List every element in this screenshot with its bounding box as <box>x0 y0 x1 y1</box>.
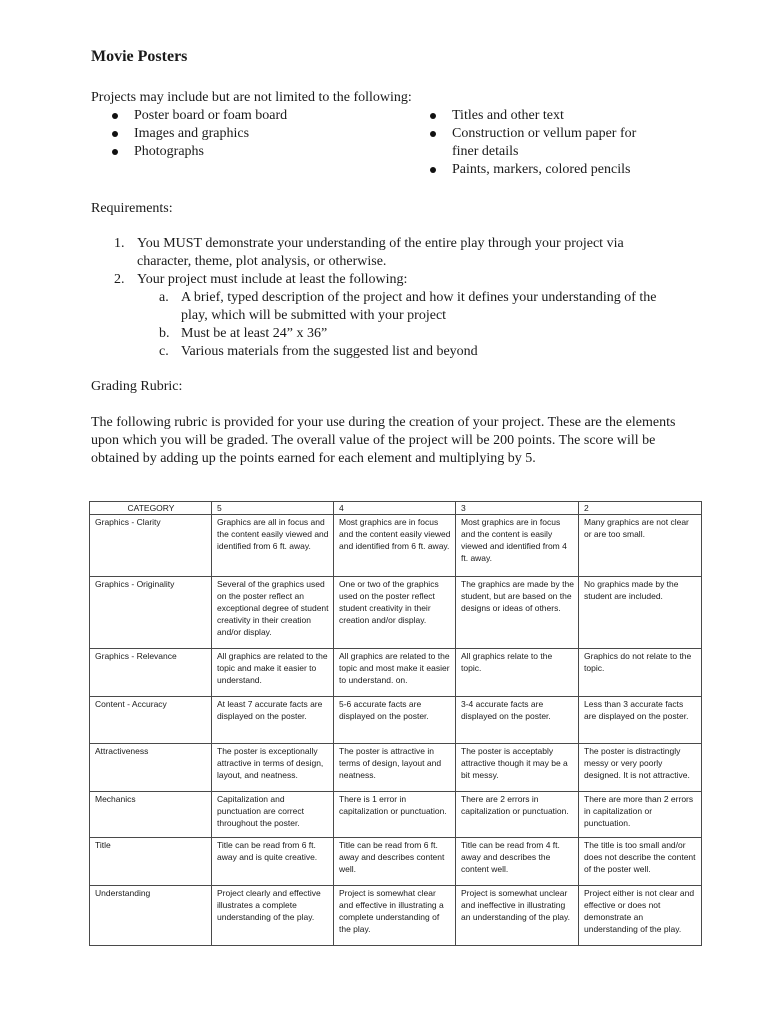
table-cell: The poster is distractingly messy or very poorly designed. It is not attractive. <box>579 744 702 792</box>
category-cell: Mechanics <box>90 792 212 838</box>
category-cell: Graphics - Relevance <box>90 649 212 697</box>
table-cell: 5-6 accurate facts are displayed on the poster. <box>334 697 456 744</box>
rubric-heading: Grading Rubric: <box>91 379 183 394</box>
table-row <box>90 697 702 744</box>
table-cell: Many graphics are not clear or are too small. <box>579 515 702 577</box>
table-cell: The poster is exceptionally attractive in terms of design, layout, and neatness. <box>212 744 334 792</box>
list-item: Photographs <box>110 143 410 161</box>
list-letter: c. <box>159 344 169 359</box>
table-cell: Most graphics are in focus and the content easily viewed and identified from 6 ft. away. <box>334 515 456 577</box>
table-cell: 3-4 accurate facts are displayed on the poster. <box>456 697 579 744</box>
column-header: 3 <box>456 502 579 515</box>
table-cell: Title can be read from 4 ft. away and describes the content well. <box>456 838 579 886</box>
document-title: Movie Posters <box>91 48 188 65</box>
table-cell: The graphics are made by the student, but are based on the designs or ideas of others. <box>456 577 579 649</box>
table-cell: Title can be read from 6 ft. away and describes content well. <box>334 838 456 886</box>
subrequirement-text: Must be at least 24” x 36” <box>181 326 328 341</box>
table-cell: There are more than 2 errors in capitalization or punctuation. <box>579 792 702 838</box>
list-item: Images and graphics <box>110 125 410 143</box>
table-row <box>90 886 702 946</box>
table-cell: The poster is acceptably attractive though it may be a bit messy. <box>456 744 579 792</box>
category-cell: Graphics - Originality <box>90 577 212 649</box>
table-row <box>90 838 702 886</box>
column-header: 2 <box>579 502 702 515</box>
category-cell: Graphics - Clarity <box>90 515 212 577</box>
grading-rubric-table <box>89 501 702 946</box>
materials-list-right <box>428 107 678 179</box>
column-header: 4 <box>334 502 456 515</box>
rubric-intro: The following rubric is provided for your use during the creation of your project. These are the elements upon which you will be graded. The overall value of the project will be 200 points. The score will be obtained by adding up the points earned for each element and multiplying by 5. <box>91 415 676 466</box>
table-row <box>90 744 702 792</box>
materials-list-left <box>110 107 410 161</box>
table-cell: Project is somewhat unclear and ineffective in illustrating an understanding of the play. <box>456 886 579 946</box>
table-cell: No graphics made by the student are included. <box>579 577 702 649</box>
list-number: 2. <box>114 272 125 287</box>
category-cell: Title <box>90 838 212 886</box>
table-cell: Most graphics are in focus and the content is easily viewed and identified from 4 ft. away. <box>456 515 579 577</box>
table-header-row <box>90 502 702 515</box>
table-cell: The poster is attractive in terms of design, layout and neatness. <box>334 744 456 792</box>
list-item: Titles and other text <box>428 107 678 125</box>
table-cell: Title can be read from 6 ft. away and is quite creative. <box>212 838 334 886</box>
column-header: CATEGORY <box>90 502 212 515</box>
list-item: Construction or vellum paper for finer details <box>428 125 662 161</box>
table-cell: Graphics are all in focus and the content easily viewed and identified from 6 ft. away. <box>212 515 334 577</box>
list-item: Poster board or foam board <box>110 107 410 125</box>
subrequirement-text: Various materials from the suggested list and beyond <box>181 344 478 359</box>
table-cell: There is 1 error in capitalization or punctuation. <box>334 792 456 838</box>
table-row <box>90 792 702 838</box>
table-row <box>90 577 702 649</box>
list-letter: a. <box>159 290 169 305</box>
table-cell: Less than 3 accurate facts are displayed on the poster. <box>579 697 702 744</box>
table-cell: There are 2 errors in capitalization or punctuation. <box>456 792 579 838</box>
table-cell: The title is too small and/or does not describe the content of the poster well. <box>579 838 702 886</box>
table-cell: Several of the graphics used on the poster reflect an exceptional degree of student creativity in their creation and/or display. <box>212 577 334 649</box>
table-cell: Project is somewhat clear and effective in illustrating a complete understanding of the play. <box>334 886 456 946</box>
category-cell: Understanding <box>90 886 212 946</box>
table-cell: One or two of the graphics used on the poster reflect student creativity in their creation and/or display. <box>334 577 456 649</box>
subrequirement-text: A brief, typed description of the project and how it defines your understanding of the play, which will be submitted with your project <box>181 290 657 323</box>
table-cell: All graphics relate to the topic. <box>456 649 579 697</box>
table-row <box>90 649 702 697</box>
table-cell: Graphics do not relate to the topic. <box>579 649 702 697</box>
table-row <box>90 515 702 577</box>
intro-text: Projects may include but are not limited to the following: <box>91 90 412 105</box>
table-cell: Project either is not clear and effective or does not demonstrate an understanding of the play. <box>579 886 702 946</box>
list-item: Paints, markers, colored pencils <box>428 161 678 179</box>
table-cell: Capitalization and punctuation are correct throughout the poster. <box>212 792 334 838</box>
requirement-text: Your project must include at least the following: <box>137 272 408 287</box>
column-header: 5 <box>212 502 334 515</box>
table-cell: At least 7 accurate facts are displayed on the poster. <box>212 697 334 744</box>
table-cell: All graphics are related to the topic and most make it easier to understand. on. <box>334 649 456 697</box>
list-number: 1. <box>114 236 125 251</box>
category-cell: Content - Accuracy <box>90 697 212 744</box>
list-letter: b. <box>159 326 170 341</box>
table-cell: Project clearly and effective illustrates a complete understanding of the play. <box>212 886 334 946</box>
table-cell: All graphics are related to the topic and make it easier to understand. <box>212 649 334 697</box>
category-cell: Attractiveness <box>90 744 212 792</box>
requirement-text: You MUST demonstrate your understanding of the entire play through your project via character, theme, plot analysis, or otherwise. <box>137 236 624 269</box>
requirements-heading: Requirements: <box>91 201 173 216</box>
